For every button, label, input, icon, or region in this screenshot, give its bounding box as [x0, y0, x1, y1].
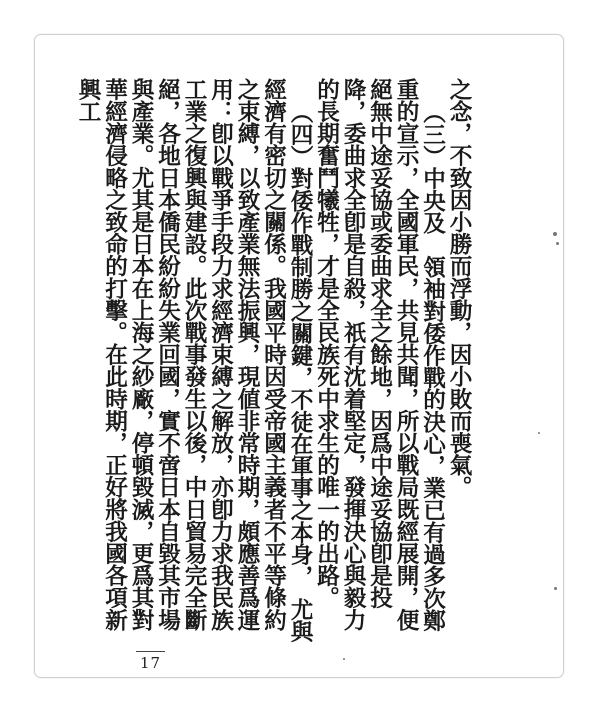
paragraph-continuation: 之念，不致因小勝而浮動，因小敗而喪氣。 [446, 78, 472, 498]
page-number: 17 [140, 654, 162, 672]
scan-speck [343, 658, 345, 660]
scan-speck [538, 432, 540, 434]
scan-speck [556, 242, 559, 245]
scan-speck [554, 587, 557, 590]
vertical-text-body [75, 78, 472, 645]
paragraph-four: （四）對倭作戰制勝之關鍵，不徒在軍事之本身， 尤與經濟有密切之關係。我國平時因受帝國主義者不平等條約之束縛，以致產業無法振興，現値非常時期，頗應善爲運用：卽以戰爭手段力求經濟束縛之解放，亦卽力求我民族工業之復興與建設。此次戰事發生以後，中日貿易完全斷絕，各地日本僑民紛紛失業回國，實不啻日本自毀其市場與產業。尤其是日本在上海之紗廠，停頓毀滅，更爲其對華經濟侵略之致命的打擊。在此時期，正好將我國各項新興工 [75, 78, 313, 642]
scan-speck [553, 232, 557, 236]
paragraph-three: （三）中央及 領袖對倭作戰的決心，業已有過多次鄭重的宣示，全國軍民，共見共聞，所以戰局既經展開，便絕無中途妥協或委曲求全之餘地，因爲中途妥協卽是投降，委曲求全卽是自殺，祇有沈着堅定，發揮決心與毅力的長期奮鬥犧牲，才是全民族死中求生的唯一的出路。 [313, 78, 446, 631]
